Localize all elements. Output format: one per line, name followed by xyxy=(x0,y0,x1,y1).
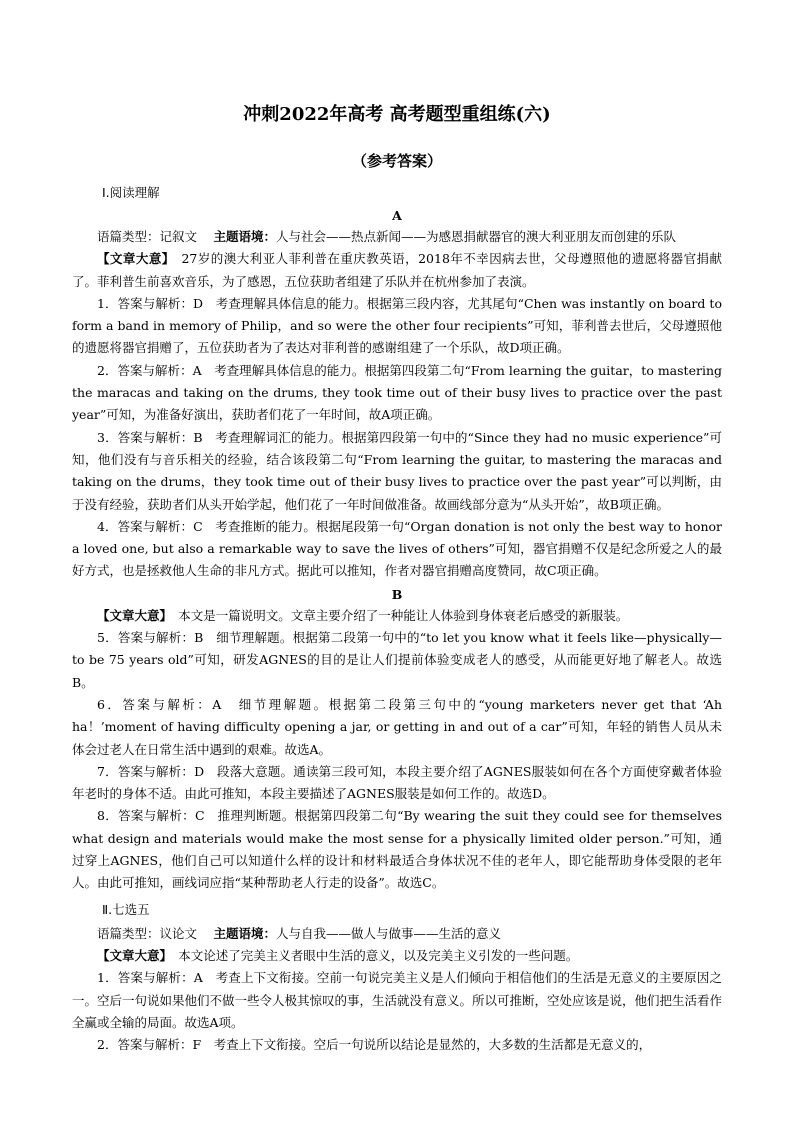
passage-a-gist xyxy=(72,248,722,293)
passage-b-gist xyxy=(72,605,722,627)
context-label: 主题语境： xyxy=(213,229,277,244)
answer-8: 8．答案与解析：C 推理判断题。根据第四段第二句“By wearing the suit they could see for themselves what design and materials would make the most sense for a physically limited older person.”可知，通过穿上AGNES，他们自己可以知道什么样的设计和材料最适合身体状况不佳的老年人，即它能帮助身体受限的老年人。由此可推知，画线词应指“某种帮助老人行走的设备”。故选C。 xyxy=(72,808,722,891)
genre-value: 记叙文 xyxy=(159,229,198,244)
part-ii-answer-2: 2．答案与解析：F 考查上下文衔接。空后一句说所以结论是显然的，大多数的生活都是无意义的， xyxy=(97,1037,652,1053)
page-title: 冲刺2022年高考 高考题型重组练(六) xyxy=(243,104,551,125)
context-label: 主题语境： xyxy=(213,925,277,941)
part-ii-gist xyxy=(72,945,722,967)
part-ii-answer-1: 1．答案与解析：A 考查上下文衔接。空前一句说完美主义是人们倾向于相信他们的生活是无意义的主要原因之一。空后一句说如果他们不做一些令人极其惊叹的事，生活就没有意义。所以可推断，空处应该是说，他们把生活看作全赢或全输的局面。故选A项。 xyxy=(72,970,723,1030)
gist-label: 【文章大意】 xyxy=(97,947,166,963)
page-subtitle: （参考答案） xyxy=(351,152,442,170)
section-heading-seven-choose-five: Ⅱ.七选五 xyxy=(102,901,150,917)
passage-a-meta xyxy=(72,226,722,248)
answer-4: 4．答案与解析：C 考查推断的能力。根据尾段第一句“Organ donation is not only the best way to honor a loved one, but also a remarkable way to save the lives of others”可知，器官捐赠不仅是纪念所爱之人的最好方式，也是拯救他人生命的非凡方式。据此可以推知，作者对器官捐赠高度赞同，故C项正确。 xyxy=(72,518,722,579)
section-heading-reading: Ⅰ.阅读理解 xyxy=(102,185,160,200)
context-value: 人与自我——做人与做事——生活的意义 xyxy=(276,925,502,941)
genre-label: 语篇类型： xyxy=(97,229,160,244)
passage-letter-a: A xyxy=(392,208,402,223)
answer-7: 7．答案与解析：D 段落大意题。通读第三段可知，本段主要介绍了AGNES服装如何在各个方面使穿戴者体验年老时的身体不适。由此可推知，本段主要描述了AGNES服装是如何工作的。故选D。 xyxy=(72,763,722,802)
answer-3: 3．答案与解析：B 考查理解词汇的能力。根据第四段第一句中的“Since they had no music experience”可知，他们没有与音乐相关的经验，结合该段第二句“From learning the guitar, to mastering the maracas and taking on the drums，they took time out of their busy lives to practice over the past year”可以判断，由于没有经验，获助者们从头开始学起，他们花了一年时间做准备。故画线部分意为“从头开始”，故B项正确。 xyxy=(72,429,722,512)
gist-text: 本文论述了完美主义者眼中生活的意义，以及完美主义引发的一些问题。 xyxy=(178,947,579,963)
context-value: 人与社会——热点新闻——为感恩捐献器官的澳大利亚朋友而创建的乐队 xyxy=(276,229,677,244)
answer-1: 1．答案与解析：D 考查理解具体信息的能力。根据第三段内容，尤其尾句“Chen was instantly on board to form a band in memory of Philip，and so were the other four recipients”可知，菲利普去世后，父母遵照他的遗愿将器官捐赠了，五位获助者为了表达对菲利普的感谢组建了一个乐队，故D项正确。 xyxy=(72,295,722,356)
answer-2: 2．答案与解析：A 考查理解具体信息的能力。根据第四段第二句“From learning the guitar，to mastering the maracas and taking on the drums, they took time out of their busy lives to practice over the past year”可知，为准备好演出，获助者们花了一年时间，故A项正确。 xyxy=(72,362,722,423)
gist-text: 27岁的澳大利亚人菲利普在重庆教英语，2018年不幸因病去世，父母遵照他的遗愿将器官捐献了。菲利普生前喜欢音乐，为了感恩，五位获助者组建了乐队并在杭州参加了表演。 xyxy=(72,251,722,289)
gist-text: 本文是一篇说明文。文章主要介绍了一种能让人体验到身体衰老后感受的新服装。 xyxy=(178,607,629,623)
passage-letter-b: B xyxy=(391,586,403,602)
gist-label: 【文章大意】 xyxy=(97,607,166,623)
answer-6: 6．答案与解析：A 细节理解题。根据第二段第三句中的“young marketers never get that ‘Ah ha！’moment of having difficulty opening a jar, or getting in and out of a car”可知，年轻的销售人员从未体会过老人在日常生活中遇到的艰难。故选A。 xyxy=(72,696,722,757)
answer-5: 5．答案与解析：B 细节理解题。根据第二段第一句中的“to let you know what it feels like—physically—to be 75 years old”可知，研发AGNES的目的是让人们提前体验变成老人的感受，从而能更好地了解老人。故选B。 xyxy=(72,630,722,690)
genre-label: 语篇类型： xyxy=(97,925,160,941)
part-ii-meta xyxy=(72,923,722,945)
genre-value: 议论文 xyxy=(159,925,198,941)
gist-label: 【文章大意】 xyxy=(97,251,169,267)
